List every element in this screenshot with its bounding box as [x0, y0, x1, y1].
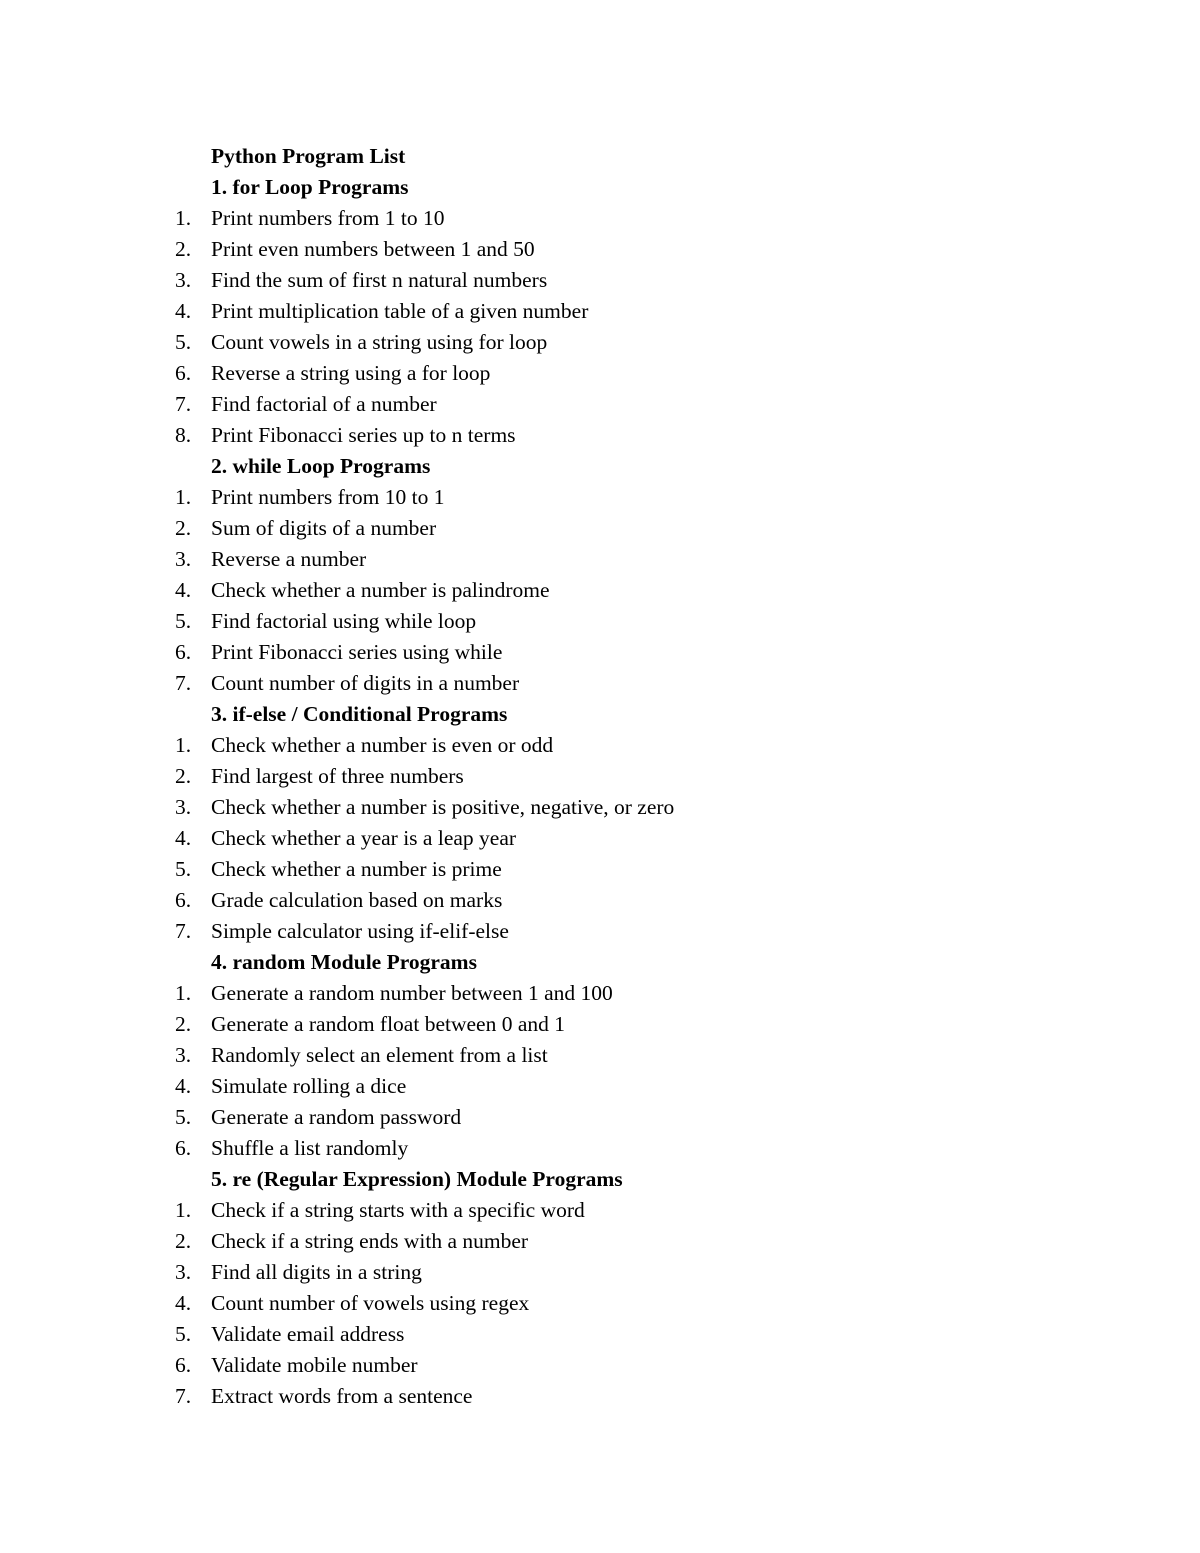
list-item-number: 6. — [175, 1353, 192, 1377]
list-item-text: Validate email address — [211, 1322, 405, 1346]
list-item-number: 4. — [175, 299, 192, 323]
list-item — [0, 823, 1200, 854]
list-item-text: Print multiplication table of a given number — [211, 299, 589, 323]
list-item-text: Check whether a number is even or odd — [211, 733, 554, 757]
list-item-number: 5. — [175, 330, 192, 354]
list-item-text: Generate a random password — [211, 1105, 462, 1129]
list-item — [0, 327, 1200, 358]
list-item — [0, 296, 1200, 327]
section-heading-text: 3. if-else / Conditional Programs — [211, 702, 508, 726]
list-item-number: 4. — [175, 826, 192, 850]
list-item-text: Check whether a number is palindrome — [211, 578, 550, 602]
list-item — [0, 1288, 1200, 1319]
section-heading — [0, 172, 1200, 203]
list-item-number: 4. — [175, 1074, 192, 1098]
list-item — [0, 668, 1200, 699]
section-heading — [0, 1164, 1200, 1195]
document-title-line — [0, 141, 1200, 172]
list-item-number: 5. — [175, 609, 192, 633]
list-item-text: Count number of digits in a number — [211, 671, 520, 695]
list-item — [0, 1071, 1200, 1102]
list-item-number: 7. — [175, 1384, 192, 1408]
list-item-text: Check if a string starts with a specific word — [211, 1198, 585, 1222]
list-item-text: Validate mobile number — [211, 1353, 418, 1377]
list-item-text: Reverse a number — [211, 547, 367, 571]
section-heading-text: 2. while Loop Programs — [211, 454, 431, 478]
list-item-text: Reverse a string using a for loop — [211, 361, 491, 385]
list-item-text: Generate a random float between 0 and 1 — [211, 1012, 565, 1036]
list-item-number: 7. — [175, 671, 192, 695]
list-item-number: 1. — [175, 485, 192, 509]
list-item — [0, 1009, 1200, 1040]
section-heading — [0, 451, 1200, 482]
list-item — [0, 358, 1200, 389]
list-item — [0, 482, 1200, 513]
list-item — [0, 1350, 1200, 1381]
list-item-text: Print Fibonacci series using while — [211, 640, 503, 664]
document-page — [0, 141, 1200, 1412]
list-item-text: Find all digits in a string — [211, 1260, 422, 1284]
list-item-number: 8. — [175, 423, 192, 447]
section-heading-text: 5. re (Regular Expression) Module Programs — [211, 1167, 623, 1191]
list-item-text: Print Fibonacci series up to n terms — [211, 423, 516, 447]
section-heading-text: 4. random Module Programs — [211, 950, 477, 974]
list-item-text: Shuffle a list randomly — [211, 1136, 409, 1160]
list-item-text: Extract words from a sentence — [211, 1384, 473, 1408]
list-item — [0, 203, 1200, 234]
list-item-number: 4. — [175, 578, 192, 602]
list-item-number: 4. — [175, 1291, 192, 1315]
list-item-number: 2. — [175, 1229, 192, 1253]
list-item-number: 3. — [175, 268, 192, 292]
list-item — [0, 978, 1200, 1009]
list-item-text: Check if a string ends with a number — [211, 1229, 529, 1253]
list-item-number: 6. — [175, 361, 192, 385]
list-item — [0, 606, 1200, 637]
section-heading — [0, 947, 1200, 978]
list-item-number: 2. — [175, 237, 192, 261]
list-item-number: 5. — [175, 1105, 192, 1129]
list-item-text: Check whether a number is prime — [211, 857, 502, 881]
list-item — [0, 1319, 1200, 1350]
list-item-number: 1. — [175, 206, 192, 230]
list-item-number: 6. — [175, 1136, 192, 1160]
list-item-text: Find largest of three numbers — [211, 764, 464, 788]
document-title: Python Program List — [211, 144, 406, 168]
list-item — [0, 1133, 1200, 1164]
list-item-text: Count vowels in a string using for loop — [211, 330, 548, 354]
section-heading — [0, 699, 1200, 730]
list-item — [0, 544, 1200, 575]
list-item — [0, 854, 1200, 885]
list-item-number: 2. — [175, 1012, 192, 1036]
list-item-text: Check whether a year is a leap year — [211, 826, 517, 850]
list-item-number: 6. — [175, 640, 192, 664]
list-item — [0, 916, 1200, 947]
list-item-number: 2. — [175, 516, 192, 540]
list-item — [0, 1040, 1200, 1071]
list-item-text: Print numbers from 1 to 10 — [211, 206, 445, 230]
list-item — [0, 389, 1200, 420]
list-item-text: Sum of digits of a number — [211, 516, 437, 540]
list-item — [0, 1257, 1200, 1288]
list-item — [0, 761, 1200, 792]
section-list — [0, 172, 1200, 1412]
list-item-number: 7. — [175, 392, 192, 416]
list-item-text: Print numbers from 10 to 1 — [211, 485, 445, 509]
list-item-number: 1. — [175, 733, 192, 757]
list-item — [0, 1102, 1200, 1133]
list-item-number: 1. — [175, 1198, 192, 1222]
list-item-number: 3. — [175, 547, 192, 571]
list-item-text: Generate a random number between 1 and 100 — [211, 981, 613, 1005]
list-item — [0, 234, 1200, 265]
list-item-text: Simulate rolling a dice — [211, 1074, 407, 1098]
list-item-number: 3. — [175, 1260, 192, 1284]
list-item-text: Print even numbers between 1 and 50 — [211, 237, 535, 261]
list-item — [0, 265, 1200, 296]
list-item — [0, 1195, 1200, 1226]
list-item-text: Find factorial using while loop — [211, 609, 477, 633]
list-item-text: Randomly select an element from a list — [211, 1043, 548, 1067]
list-item — [0, 792, 1200, 823]
list-item-text: Grade calculation based on marks — [211, 888, 503, 912]
list-item-number: 2. — [175, 764, 192, 788]
list-item — [0, 1226, 1200, 1257]
list-item — [0, 513, 1200, 544]
list-item-text: Find the sum of first n natural numbers — [211, 268, 548, 292]
list-item — [0, 1381, 1200, 1412]
list-item-text: Simple calculator using if-elif-else — [211, 919, 509, 943]
section-heading-text: 1. for Loop Programs — [211, 175, 409, 199]
list-item — [0, 885, 1200, 916]
list-item-number: 7. — [175, 919, 192, 943]
list-item-number: 1. — [175, 981, 192, 1005]
list-item-number: 6. — [175, 888, 192, 912]
list-item — [0, 730, 1200, 761]
list-item-number: 3. — [175, 1043, 192, 1067]
list-item — [0, 575, 1200, 606]
list-item-number: 5. — [175, 857, 192, 881]
list-item-text: Count number of vowels using regex — [211, 1291, 530, 1315]
list-item-number: 3. — [175, 795, 192, 819]
list-item-text: Check whether a number is positive, negative, or zero — [211, 795, 675, 819]
list-item — [0, 637, 1200, 668]
list-item-text: Find factorial of a number — [211, 392, 437, 416]
list-item-number: 5. — [175, 1322, 192, 1346]
list-item — [0, 420, 1200, 451]
